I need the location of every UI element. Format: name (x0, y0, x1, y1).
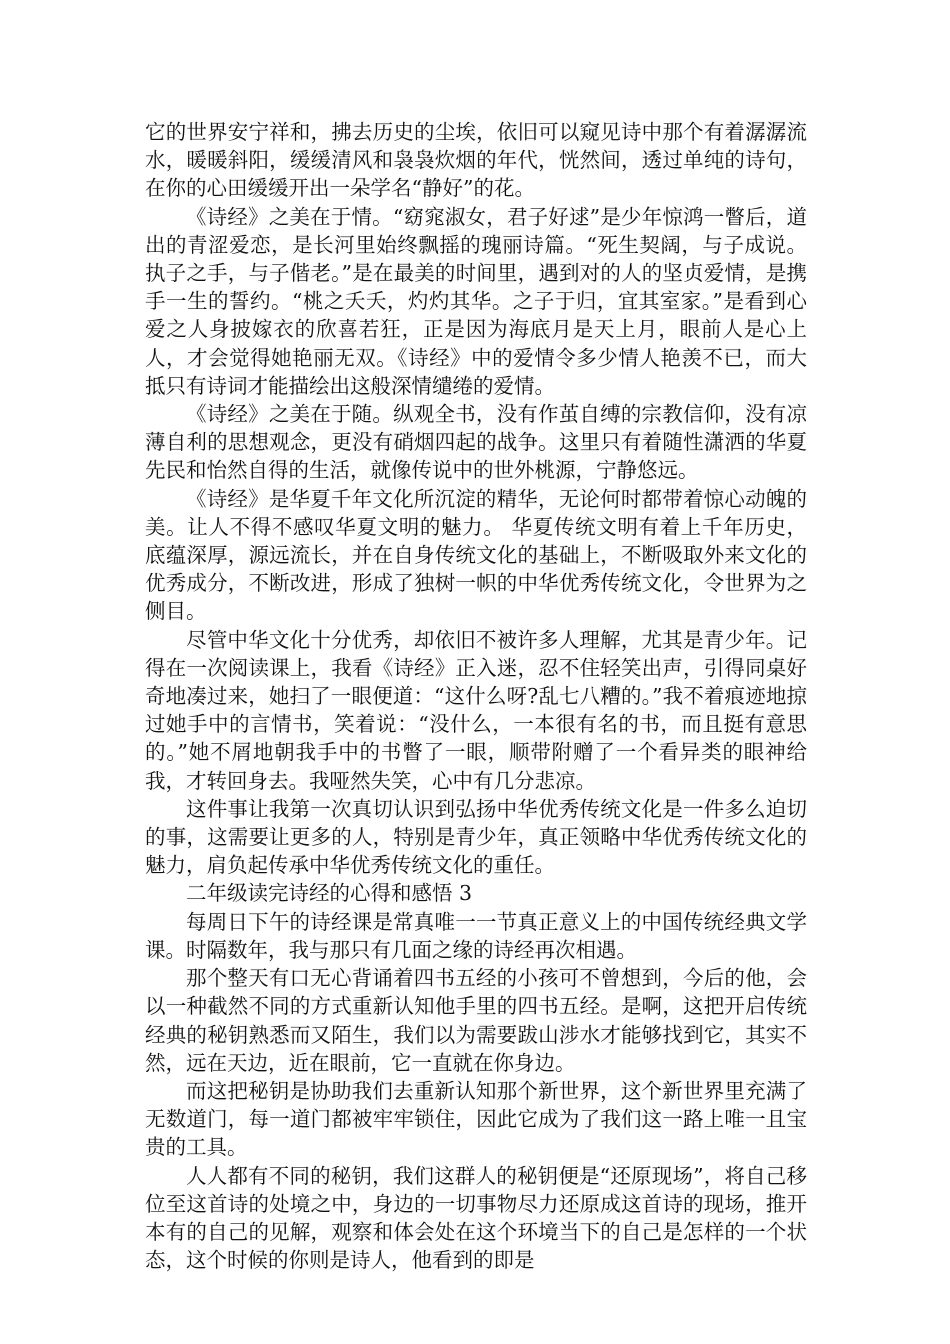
paragraph-10: 人人都有不同的秘钥，我们这群人的秘钥便是“还原现场”，将自己移位至这首诗的处境之中，身边的一切事物尽力还原成这首诗的现场，推开本有的自己的见解，观察和体会处在这个环境当下的自己是怎样的一个状态，这个时候的你则是诗人，他看到的即是 (145, 1163, 807, 1273)
section-heading: 二年级读完诗经的心得和感悟 3 (186, 881, 473, 906)
paragraph-4: 《诗经》是华夏千年文化所沉淀的精华，无论何时都带着惊心动魄的美。让人不得不感叹华夏文明的魅力。 华夏传统文明有着上千年历史，底蕴深厚，源远流长，并在自身传统文化的基础上，不断吸取外来文化的优秀成分，不断改进，形成了独树一帜的中华优秀传统文化，令世界为之侧目。 (145, 486, 807, 624)
paragraph-2: 《诗经》之美在于情。“窈窕淑女，君子好逑”是少年惊鸿一瞥后，道出的青涩爱恋，是长河里始终飘摇的瑰丽诗篇。“死生契阔，与子成说。执子之手，与子偕老。”是在最美的时间里，遇到对的人的坚贞爱情，是携手一生的誓约。“桃之夭夭，灼灼其华。之子于归，宜其室家。”是看到心爱之人身披嫁衣的欣喜若狂，正是因为海底月是天上月，眼前人是心上人，才会觉得她艳丽无双。《诗经》中的爱情令多少情人艳羡不已，而大抵只有诗词才能描绘出这般深情缱绻的爱情。 (145, 204, 807, 398)
paragraph-6: 这件事让我第一次真切认识到弘扬中华优秀传统文化是一件多么迫切的事，这需要让更多的人，特别是青少年，真正领略中华优秀传统文化的魅力，肩负起传承中华优秀传统文化的重任。 (145, 796, 807, 878)
paragraph-5: 尽管中华文化十分优秀，却依旧不被许多人理解，尤其是青少年。记得在一次阅读课上，我看《诗经》正入迷，忍不住轻笑出声，引得同桌好奇地凑过来，她扫了一眼便道：“这什么呀?乱七八糟的。”我不着痕迹地掠过她手中的言情书，笑着说：“没什么，一本很有名的书，而且挺有意思的。”她不屑地朝我手中的书瞥了一眼，顺带附赠了一个看异类的眼神给我，才转回身去。我哑然失笑，心中有几分悲凉。 (145, 627, 807, 793)
paragraph-9: 而这把秘钥是协助我们去重新认知那个新世界，这个新世界里充满了无数道门，每一道门都被牢牢锁住，因此它成为了我们这一路上唯一且宝贵的工具。 (145, 1078, 807, 1160)
paragraph-8: 那个整天有口无心背诵着四书五经的小孩可不曾想到，今后的他，会以一种截然不同的方式重新认知他手里的四书五经。是啊，这把开启传统经典的秘钥熟悉而又陌生，我们以为需要跋山涉水才能够找到它，其实不然，远在天边，近在眼前，它一直就在你身边。 (145, 966, 807, 1075)
document-page (145, 118, 807, 1274)
paragraph-7: 每周日下午的诗经课是常真唯一一节真正意义上的中国传统经典文学课。时隔数年，我与那只有几面之缘的诗经再次相遇。 (145, 909, 807, 962)
paragraph-3: 《诗经》之美在于随。纵观全书，没有作茧自缚的宗教信仰，没有凉薄自利的思想观念，更没有硝烟四起的战争。这里只有着随性潇洒的华夏先民和怡然自得的生活，就像传说中的世外桃源，宁静悠远。 (145, 402, 807, 483)
paragraph-1: 它的世界安宁祥和，拂去历史的尘埃，依旧可以窥见诗中那个有着潺潺流水，暖暖斜阳，缓缓清风和袅袅炊烟的年代，恍然间，透过单纯的诗句，在你的心田缓缓开出一朵学名“静好”的花。 (145, 120, 807, 201)
